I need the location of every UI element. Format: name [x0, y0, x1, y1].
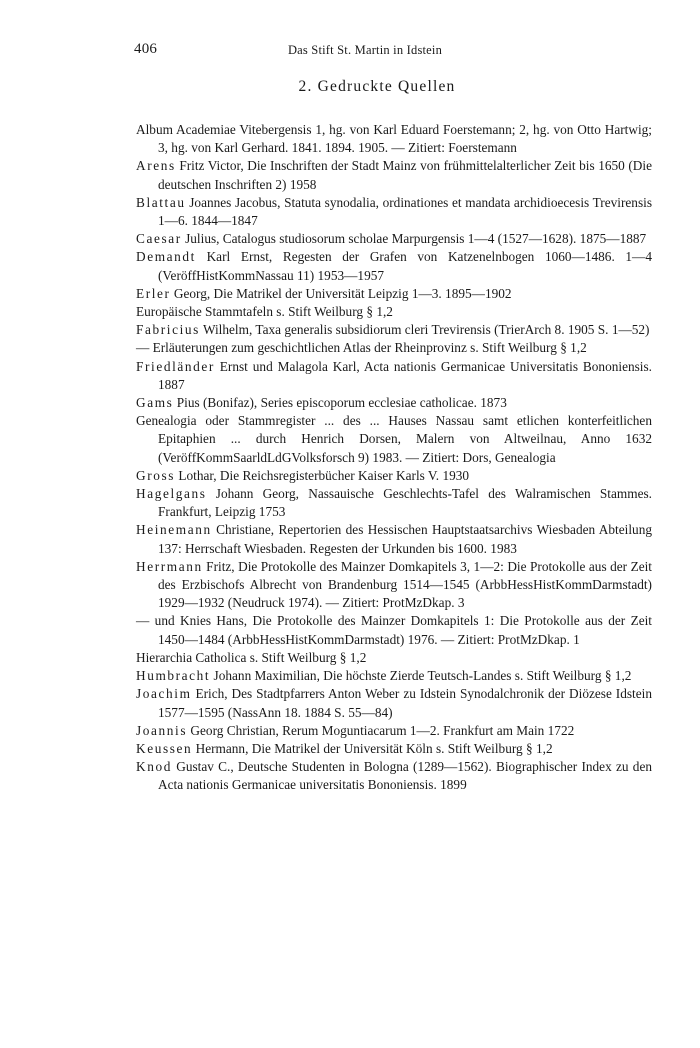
entry-text: Album Academiae Vitebergensis 1, hg. von Karl Eduard Foerstemann; 2, hg. von Otto Hartwig; 3, hg. von Karl Gerhard. 1841. 1894. 1905. — Zitiert: Foerstemann — [136, 122, 652, 156]
section-heading: 2. Gedruckte Quellen — [298, 78, 456, 95]
entry-text: Fritz, Die Protokolle des Mainzer Domkapitels 3, 1—2: Die Protokolle aus der Zeit des Erzbischofs Albrecht von Brandenburg 1514—1545 (ArbbHessHistKommDarmstadt) 1929—1932 (Neudruck 1974). — Zitiert: ProtMzDkap. 3 — [158, 558, 652, 611]
bibliography-entry — [136, 467, 652, 485]
bibliography-list — [136, 121, 652, 795]
bibliography-entry — [136, 485, 652, 521]
bibliography-entry — [136, 157, 652, 193]
bibliography-entry — [136, 612, 652, 648]
bibliography-entry — [136, 321, 652, 339]
bibliography-entry — [136, 521, 652, 557]
entry-text: Johann Georg, Nassauische Geschlechts-Tafel des Walramischen Stammes. Frankfurt, Leipzig 1753 — [158, 486, 652, 520]
entry-text: Karl Ernst, Regesten der Grafen von Katzenelnbogen 1060—1486. 1—4 (VeröffHistKommNassau 11) 1953—1957 — [158, 249, 652, 283]
bibliography-entry — [136, 649, 652, 667]
bibliography-entry — [136, 358, 652, 394]
entry-text: Ernst und Malagola Karl, Acta nationis Germanicae Universitatis Bononiensis. 1887 — [158, 358, 652, 392]
entry-text: Georg Christian, Rerum Moguntiacarum 1—2. Frankfurt am Main 1722 — [187, 722, 575, 738]
bibliography-entry — [136, 758, 652, 794]
entry-text: Joannes Jacobus, Statuta synodalia, ordinationes et mandata archidioecesis Trevirensis 1—6. 1844—1847 — [158, 194, 652, 229]
entry-author: Keussen — [136, 740, 193, 756]
entry-author: Fabricius — [136, 322, 200, 338]
bibliography-entry — [136, 230, 652, 248]
entry-text: Georg, Die Matrikel der Universität Leipzig 1—3. 1895—1902 — [170, 285, 512, 301]
entry-author: Caesar — [136, 231, 182, 247]
running-title: Das Stift St. Martin in Idstein — [287, 43, 443, 57]
entry-text: Johann Maximilian, Die höchste Zierde Teutsch-Landes s. Stift Weilburg § 1,2 — [210, 668, 632, 684]
entry-author: Heinemann — [136, 522, 212, 538]
bibliography-entry — [136, 685, 652, 721]
entry-author: Erler — [136, 285, 171, 301]
bibliography-entry — [136, 303, 652, 321]
entry-text: Christiane, Repertorien des Hessischen Hauptstaatsarchivs Wiesbaden Abteilung 137: Herrschaft Wiesbaden. Regesten der Urkunden bis 1600. 1983 — [158, 522, 652, 556]
bibliography-entry — [136, 121, 652, 157]
entry-author: Arens — [136, 158, 176, 174]
entry-author: Knod — [136, 759, 172, 775]
entry-author: Joannis — [136, 722, 188, 738]
entry-author: Humbracht — [136, 668, 211, 684]
bibliography-entry — [136, 285, 652, 303]
bibliography-entry — [136, 558, 652, 613]
entry-text: Wilhelm, Taxa generalis subsidiorum cleri Trevirensis (TrierArch 8. 1905 S. 1—52) — [199, 322, 650, 338]
bibliography-entry — [136, 394, 652, 412]
entry-author: Joachim — [136, 686, 192, 702]
entry-text: Lothar, Die Reichsregisterbücher Kaiser Karls V. 1930 — [175, 467, 470, 483]
entry-text: Europäische Stammtafeln s. Stift Weilburg § 1,2 — [136, 304, 393, 320]
entry-text: — Erläuterungen zum geschichtlichen Atlas der Rheinprovinz s. Stift Weilburg § 1,2 — [136, 340, 587, 356]
page-number: 406 — [134, 41, 158, 57]
entry-author: Friedländer — [136, 358, 215, 374]
bibliography-entry — [136, 194, 652, 230]
bibliography-entry — [136, 667, 652, 685]
entry-text: — und Knies Hans, Die Protokolle des Mainzer Domkapitels 1: Die Protokolle aus der Zeit 1450—1484 (ArbbHessHistKommDarmstadt) 1976. — Zitiert: ProtMzDkap. 1 — [136, 613, 652, 647]
entry-author: Gross — [136, 467, 176, 483]
bibliography-entry — [136, 339, 652, 357]
entry-text: Hermann, Die Matrikel der Universität Köln s. Stift Weilburg § 1,2 — [192, 740, 553, 756]
entry-author: Demandt — [136, 249, 196, 265]
entry-text: Pius (Bonifaz), Series episcoporum ecclesiae catholicae. 1873 — [173, 395, 507, 411]
entry-text: Genealogia oder Stammregister ... des ... Hauses Nassau samt etlichen konterfeitlichen Epitaphien ... durch Henrich Dorsen, Malern von Altweilnau, Anno 1632 (VeröffKommSaarldLdGVolksforsch 9) 1983. — Zitiert: Dors, Genealogia — [136, 413, 652, 465]
entry-text: Erich, Des Stadtpfarrers Anton Weber zu Idstein Synodalchronik der Diözese Idstein 1577—1595 (NassAnn 18. 1884 S. 55—84) — [158, 686, 652, 720]
entry-author: Gams — [136, 395, 174, 411]
bibliography-entry — [136, 248, 652, 284]
entry-author: Hagelgans — [136, 486, 207, 502]
bibliography-entry — [136, 412, 652, 467]
entry-author: Herrmann — [136, 558, 203, 574]
entry-text: Gustav C., Deutsche Studenten in Bologna (1289—1562). Biographischer Index zu den Acta nationis Germanicae universitatis Bononiensis. 1899 — [158, 759, 652, 793]
entry-author: Blattau — [136, 194, 186, 210]
entry-text: Julius, Catalogus studiosorum scholae Marpurgensis 1—4 (1527—1628). 1875—1887 — [181, 231, 647, 247]
bibliography-entry — [136, 740, 652, 758]
bibliography-entry — [136, 722, 652, 740]
entry-text: Fritz Victor, Die Inschriften der Stadt Mainz von frühmittelalterlicher Zeit bis 1650 (Die deutschen Inschriften 2) 1958 — [158, 158, 652, 192]
entry-text: Hierarchia Catholica s. Stift Weilburg § 1,2 — [136, 649, 367, 665]
